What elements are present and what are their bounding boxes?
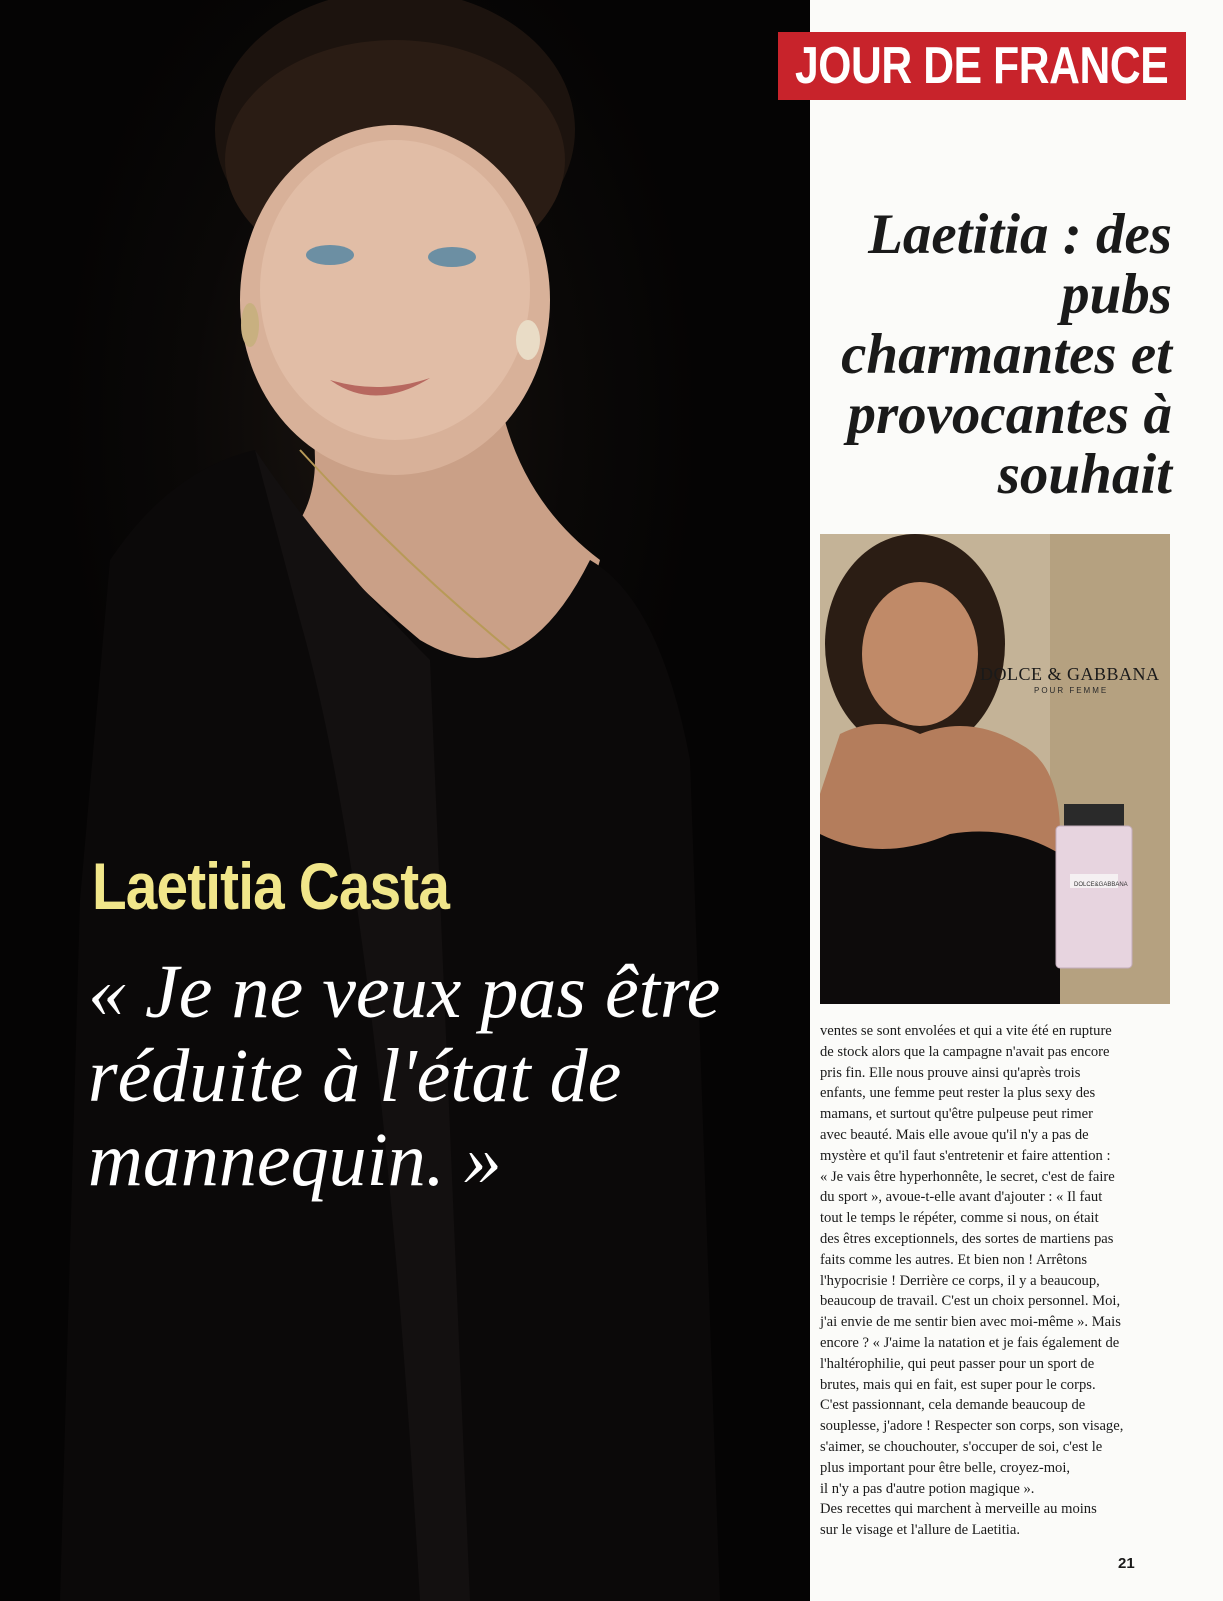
body-line: j'ai envie de me sentir bien avec moi-même ». Mais xyxy=(820,1314,1121,1331)
page-number: 21 xyxy=(1118,1555,1135,1572)
body-line: Des recettes qui marchent à merveille au moins xyxy=(820,1501,1097,1518)
body-line: avec beauté. Mais elle avoue qu'il n'y a pas de xyxy=(820,1126,1089,1143)
feature-name: Laetitia Casta xyxy=(92,849,450,923)
body-line: faits comme les autres. Et bien non ! Arrêtons xyxy=(820,1251,1088,1268)
article-title: Laetitia : des pubs charmantes et provocantes à souhait xyxy=(841,203,1172,506)
body-line: pris fin. Elle nous prouve ainsi qu'après trois xyxy=(820,1064,1081,1081)
body-line: beaucoup de travail. C'est un choix personnel. Moi, xyxy=(820,1293,1121,1310)
body-line: « Je vais être hyperhonnête, le secret, c'est de faire xyxy=(820,1168,1115,1185)
body-line: enfants, une femme peut rester la plus sexy des xyxy=(820,1085,1096,1102)
body-line: l'haltérophilie, qui peut passer pour un sport de xyxy=(820,1355,1095,1372)
body-line: du sport », avoue-t-elle avant d'ajouter : « Il faut xyxy=(820,1189,1103,1206)
body-line: C'est passionnant, cela demande beaucoup de xyxy=(820,1397,1086,1414)
body-line: souplesse, j'adore ! Respecter son corps, son visage, xyxy=(820,1418,1124,1435)
body-line: tout le temps le répéter, comme si nous, on était xyxy=(820,1210,1099,1227)
body-line: des êtres exceptionnels, des sortes de martiens pas xyxy=(820,1230,1114,1247)
masthead-label: JOUR DE FRANCE xyxy=(795,37,1169,95)
body-line: sur le visage et l'allure de Laetitia. xyxy=(820,1522,1020,1539)
masthead-banner xyxy=(778,32,1186,100)
perfume-ad-image xyxy=(820,534,1170,1004)
article-body xyxy=(820,1021,1170,1541)
body-line: de stock alors que la campagne n'avait pas encore xyxy=(820,1043,1110,1060)
feature-quote: « Je ne veux pas être réduite à l'état de mannequin. » xyxy=(88,950,721,1202)
body-line: l'hypocrisie ! Derrière ce corps, il y a beaucoup, xyxy=(820,1272,1100,1289)
body-line: ventes se sont envolées et qui a vite été en rupture xyxy=(820,1023,1112,1039)
body-line: mystère et qu'il faut s'entretenir et faire attention : xyxy=(820,1147,1111,1164)
body-line: plus important pour être belle, croyez-moi, xyxy=(820,1459,1071,1476)
body-line: s'aimer, se chouchouter, s'occuper de soi, c'est le xyxy=(820,1438,1103,1455)
body-line: encore ? « J'aime la natation et je fais également de xyxy=(820,1334,1120,1351)
ad-illustration xyxy=(820,534,1170,1004)
ad-subtitle: POUR FEMME xyxy=(1034,686,1109,695)
ad-brand: DOLCE & GABBANA xyxy=(980,664,1160,684)
body-line: mamans, et surtout qu'être pulpeuse peut rimer xyxy=(820,1106,1093,1123)
bottle-label: DOLCE&GABBANA xyxy=(1074,882,1128,888)
body-line: brutes, mais qui en fait, est super pour le corps. xyxy=(820,1376,1096,1393)
body-line: il n'y a pas d'autre potion magique ». xyxy=(820,1480,1035,1497)
